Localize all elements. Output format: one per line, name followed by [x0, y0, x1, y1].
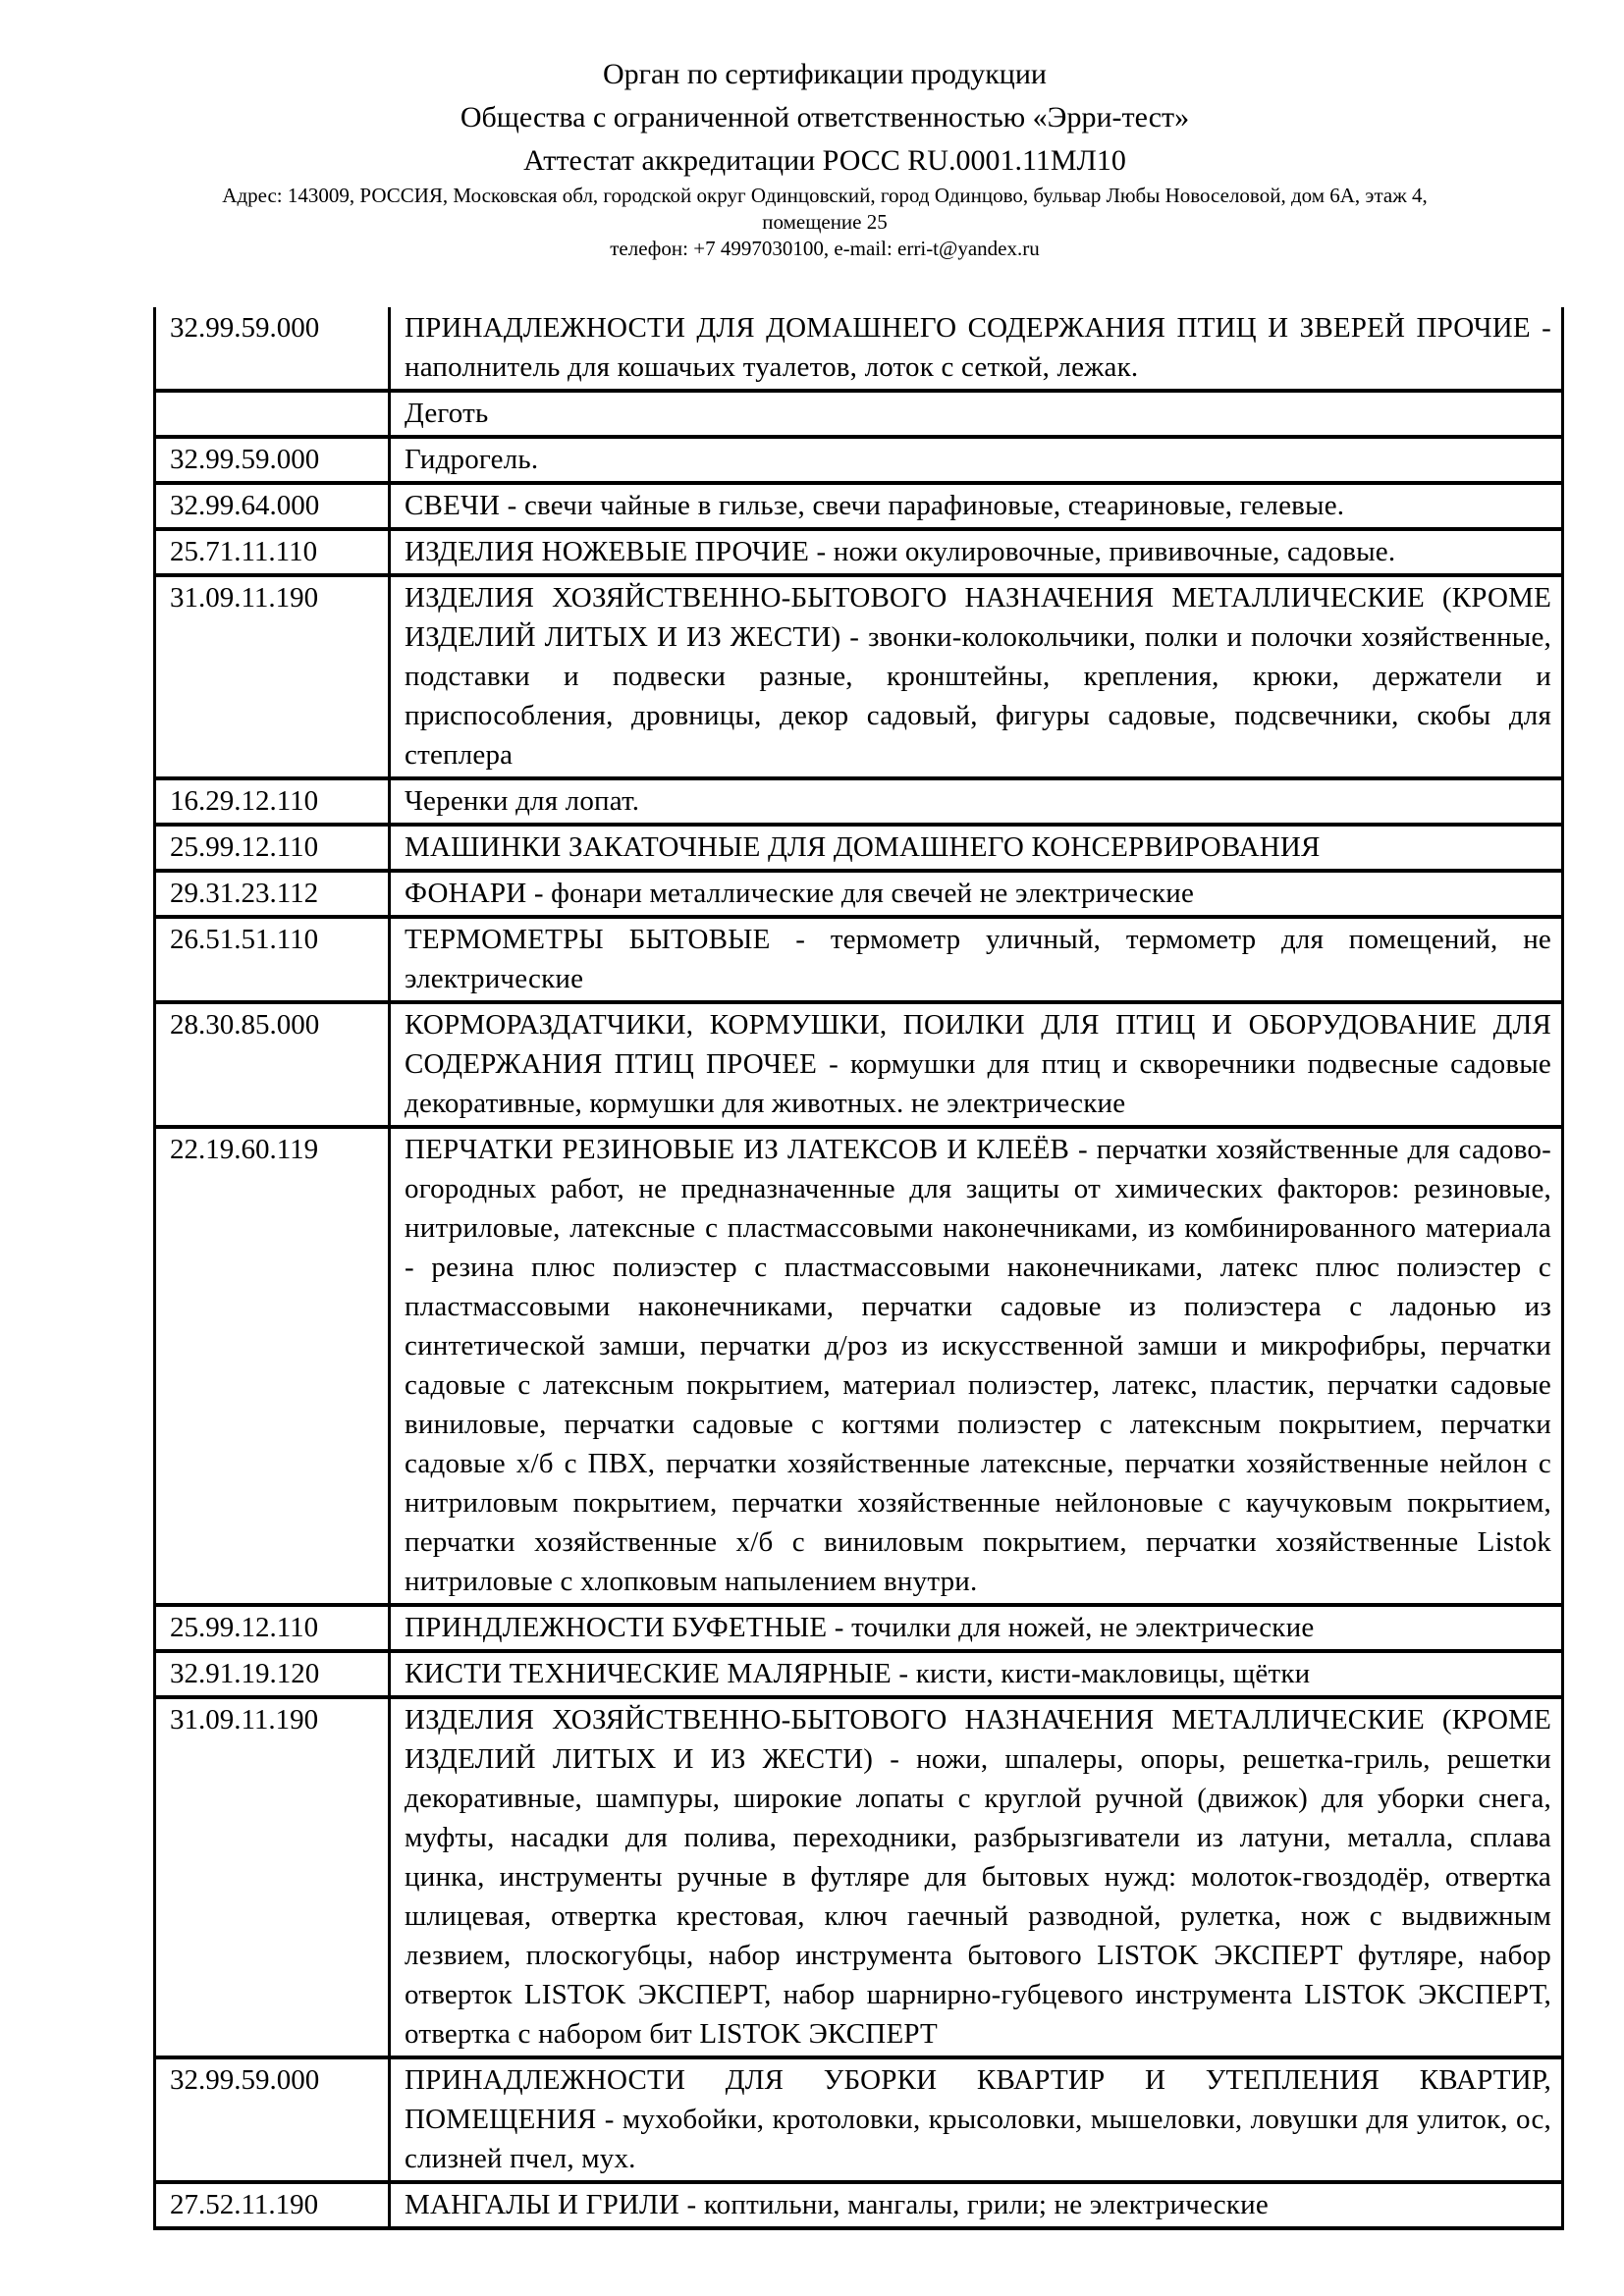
product-category-title: ИЗДЕЛИЯ ХОЗЯЙСТВЕННО-БЫТОВОГО НАЗНАЧЕНИЯ МЕТАЛЛИЧЕСКИЕ (КРОМЕ ИЗДЕЛИЙ ЛИТЫХ И ИЗ ЖЕСТИ) [405, 1704, 1551, 1775]
product-category-title: СВЕЧИ [405, 490, 501, 521]
product-description-cell [390, 2182, 1563, 2228]
product-description: Гидрогель. [405, 444, 539, 475]
product-category-title: ПРИНДЛЕЖНОСТИ БУФЕТНЫЕ [405, 1612, 828, 1643]
table-row [155, 575, 1563, 778]
table-row [155, 871, 1563, 917]
product-description-cell [390, 2057, 1563, 2182]
product-description: термометр уличный, термометр для помещений, не электрические [405, 924, 1551, 994]
product-description-cell [390, 1651, 1563, 1697]
product-code: 25.99.12.110 [155, 1605, 390, 1651]
title-description-separator: - [500, 490, 524, 521]
product-category-title: ИЗДЕЛИЯ НОЖЕВЫЕ ПРОЧИЕ [405, 536, 810, 567]
table-row [155, 778, 1563, 825]
product-code: 32.99.59.000 [155, 307, 390, 391]
product-description-cell [390, 778, 1563, 825]
table-row [155, 1002, 1563, 1127]
product-description: звонки-колокольчики, полки и полочки хозяйственные, подставки и подвески разные, кронштейны, крепления, крюки, держатели и приспособления, дровницы, декор садовый, фигуры садовые, подсвечники, скобы для степлера [405, 621, 1551, 771]
title-description-separator: - [873, 1743, 917, 1775]
product-description: кисти, кисти-макловицы, щётки [915, 1658, 1311, 1689]
table-row [155, 917, 1563, 1002]
product-category-title: МАНГАЛЫ И ГРИЛИ [405, 2189, 680, 2220]
product-code: 25.71.11.110 [155, 529, 390, 575]
product-description: перчатки хозяйственные для садово-огородных работ, не предназначенные для защиты от химических факторов: резиновые, нитриловые, латексные с пластмассовыми наконечниками, из комбинированного материала - резина плюс полиэстер с пластмассовыми наконечниками, латекс плюс полиэстер с пластмассовыми наконечниками, перчатки садовые из полиэстера с ладонью из синтетической замши, перчатки д/роз из искусственной замши и микрофибры, перчатки садовые с латексным покрытием, материал полиэстер, латекс, пластик, перчатки садовые виниловые, перчатки садовые с когтями полиэстер с латексным покрытием, перчатки садовые х/б с ПВХ, перчатки хозяйственные латексные, перчатки хозяйственные нейлон с нитриловым покрытием, перчатки хозяйственные нейлоновые с каучуковым покрытием, перчатки хозяйственные х/б с виниловым покрытием, перчатки хозяйственные Listok нитриловые с хлопковым напылением внутри. [405, 1134, 1551, 1597]
product-description: мухобойки, кротоловки, крысоловки, мышеловки, ловушки для улиток, ос, слизней пчел, мух. [405, 2104, 1551, 2174]
table-row [155, 825, 1563, 871]
product-description-cell [390, 529, 1563, 575]
title-description-separator: - [679, 2189, 704, 2220]
product-code: 25.99.12.110 [155, 825, 390, 871]
table-row [155, 1697, 1563, 2057]
org-title-line1: Орган по сертификации продукции [603, 58, 1047, 90]
product-description: ножи, шпалеры, опоры, решетка-гриль, решетки декоративные, шампуры, широкие лопаты с круглой ручной (движок) для уборки снега, муфты, насадки для полива, переходники, разбрызгиватели из латуни, металла, сплава цинка, инструменты ручные в футляре для бытовых нужд: молоток-гвоздодёр, отвертка шлицевая, отвертка крестовая, ключ гаечный разводной, рулетка, нож с выдвижным лезвием, плоскогубцы, набор инструмента бытового LISTOK ЭКСПЕРТ футляре, набор отверток LISTOK ЭКСПЕРТ, набор шарнирно-губцевого инструмента LISTOK ЭКСПЕРТ, отвертка с набором бит LISTOK ЭКСПЕРТ [405, 1743, 1551, 2050]
product-category-title: ФОНАРИ [405, 878, 527, 909]
product-description-cell [390, 917, 1563, 1002]
product-description: точилки для ножей, не электрические [851, 1612, 1315, 1643]
title-description-separator: - [840, 621, 868, 653]
certification-header [88, 53, 1561, 262]
product-table-body [155, 307, 1563, 2228]
table-row [155, 2182, 1563, 2228]
product-description-cell [390, 1605, 1563, 1651]
org-title-line2: Общества с ограниченной ответственностью «Эрри-тест» [460, 101, 1190, 133]
product-code: 29.31.23.112 [155, 871, 390, 917]
product-description-cell [390, 307, 1563, 391]
product-category-title: ТЕРМОМЕТРЫ БЫТОВЫЕ [405, 924, 771, 955]
product-code: 32.91.19.120 [155, 1651, 390, 1697]
product-code: 22.19.60.119 [155, 1127, 390, 1605]
product-description: Черенки для лопат. [405, 785, 640, 817]
address-line1: Адрес: 143009, РОССИЯ, Московская обл, городской округ Одинцовский, город Одинцово, бульвар Любы Новоселовой, дом 6А, этаж 4, [222, 184, 1428, 207]
product-code: 28.30.85.000 [155, 1002, 390, 1127]
product-category-title: МАШИНКИ ЗАКАТОЧНЫЕ ДЛЯ ДОМАШНЕГО КОНСЕРВИРОВАНИЯ [405, 831, 1321, 863]
product-description: Деготь [405, 398, 489, 429]
table-row [155, 483, 1563, 529]
product-description: ножи окулировочные, прививочные, садовые. [833, 536, 1396, 567]
product-description-cell [390, 1697, 1563, 2057]
product-description-cell [390, 1002, 1563, 1127]
product-description-cell [390, 575, 1563, 778]
product-description: наполнитель для кошачьих туалетов, лоток с сеткой, лежак. [405, 351, 1139, 383]
title-description-separator: - [596, 2104, 623, 2135]
product-description: коптильни, мангалы, грили; не электрические [703, 2189, 1269, 2220]
accreditation-line: Аттестат аккредитации РОСС RU.0001.11МЛ10 [523, 144, 1126, 177]
product-description-cell [390, 483, 1563, 529]
product-code: 26.51.51.110 [155, 917, 390, 1002]
title-description-separator: - [1530, 312, 1551, 344]
product-description: свечи чайные в гильзе, свечи парафиновые, стеариновые, гелевые. [523, 490, 1345, 521]
title-description-separator: - [1069, 1134, 1097, 1165]
product-description-cell [390, 437, 1563, 483]
product-code: 32.99.59.000 [155, 2057, 390, 2182]
title-description-separator: - [526, 878, 552, 909]
product-category-title: КОРМОРАЗДАТЧИКИ, КОРМУШКИ, ПОИЛКИ ДЛЯ ПТИЦ И ОБОРУДОВАНИЕ ДЛЯ СОДЕРЖАНИЯ ПТИЦ ПРОЧЕЕ [405, 1009, 1551, 1080]
title-description-separator: - [817, 1048, 850, 1080]
title-description-separator: - [891, 1658, 916, 1689]
title-description-separator: - [827, 1612, 852, 1643]
table-row [155, 391, 1563, 437]
product-table [153, 307, 1564, 2230]
product-description-cell [390, 1127, 1563, 1605]
product-description: кормушки для птиц и скворечники подвесные садовые декоративные, кормушки для животных. не электрические [405, 1048, 1551, 1119]
table-row [155, 1127, 1563, 1605]
product-code [155, 391, 390, 437]
table-row [155, 1605, 1563, 1651]
product-category-title: ПРИНАДЛЕЖНОСТИ ДЛЯ ДОМАШНЕГО СОДЕРЖАНИЯ ПТИЦ И ЗВЕРЕЙ ПРОЧИЕ [405, 312, 1531, 344]
product-code: 27.52.11.190 [155, 2182, 390, 2228]
product-code: 32.99.59.000 [155, 437, 390, 483]
table-row [155, 437, 1563, 483]
product-category-title: ПРИНАДЛЕЖНОСТИ ДЛЯ УБОРКИ КВАРТИР И УТЕПЛЕНИЯ КВАРТИР, ПОМЕЩЕНИЯ [405, 2064, 1551, 2135]
table-row [155, 307, 1563, 391]
product-description: фонари металлические для свечей не электрические [551, 878, 1195, 909]
title-description-separator: - [809, 536, 834, 567]
title-description-separator: - [770, 924, 831, 955]
product-code: 31.09.11.190 [155, 575, 390, 778]
product-description-cell [390, 391, 1563, 437]
address-line2: помещение 25 [762, 210, 888, 234]
table-row [155, 2057, 1563, 2182]
product-category-title: КИСТИ ТЕХНИЧЕСКИЕ МАЛЯРНЫЕ [405, 1658, 892, 1689]
product-code: 31.09.11.190 [155, 1697, 390, 2057]
product-category-title: ПЕРЧАТКИ РЕЗИНОВЫЕ ИЗ ЛАТЕКСОВ И КЛЕЁВ [405, 1134, 1070, 1165]
table-row [155, 1651, 1563, 1697]
product-description-cell [390, 825, 1563, 871]
product-code: 32.99.64.000 [155, 483, 390, 529]
table-row [155, 529, 1563, 575]
product-description-cell [390, 871, 1563, 917]
product-category-title: ИЗДЕЛИЯ ХОЗЯЙСТВЕННО-БЫТОВОГО НАЗНАЧЕНИЯ МЕТАЛЛИЧЕСКИЕ (КРОМЕ ИЗДЕЛИЙ ЛИТЫХ И ИЗ ЖЕСТИ) [405, 582, 1551, 653]
contact-line: телефон: +7 4997030100, e-mail: erri-t@yandex.ru [610, 237, 1040, 260]
product-code: 16.29.12.110 [155, 778, 390, 825]
